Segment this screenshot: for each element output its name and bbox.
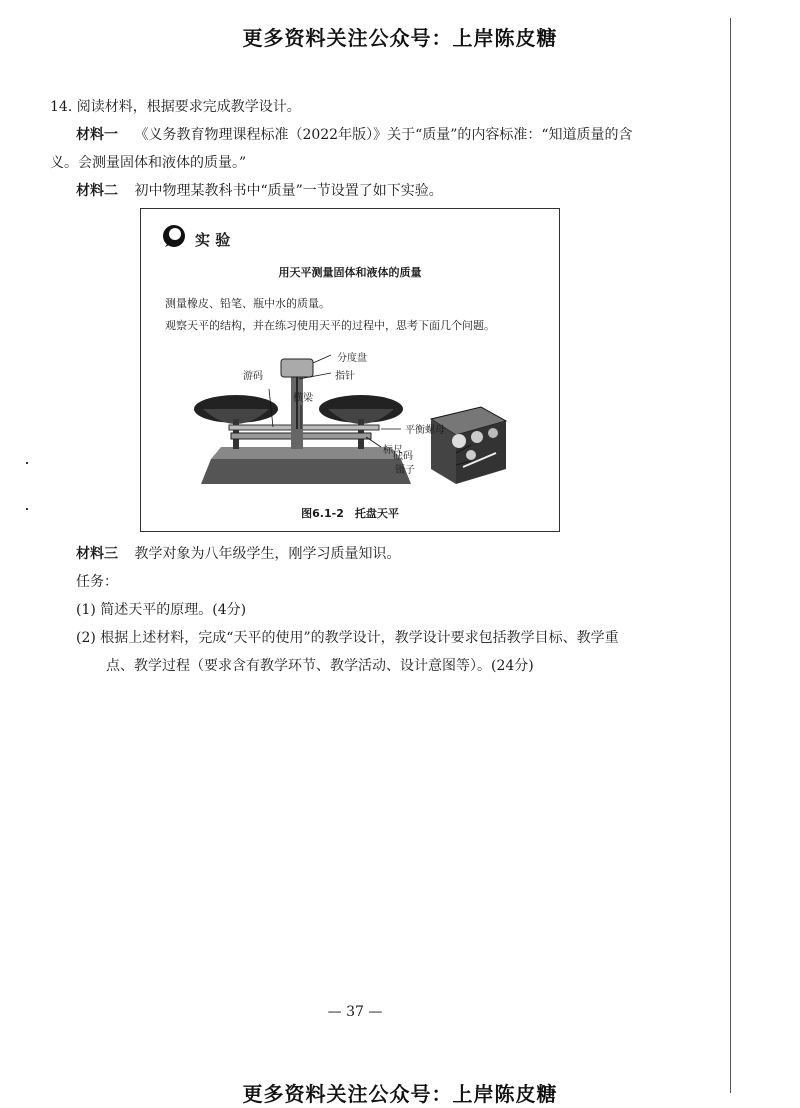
task-2-line1: (2) 根据上述材料，完成“天平的使用”的教学设计，教学设计要求包括教学目标、教学重 — [76, 630, 619, 646]
page-number: — 37 — — [327, 1004, 383, 1020]
material-3-text: 教学对象为八年级学生，刚学习质量知识。 — [134, 546, 401, 562]
material-1-line2: 义。会测量固体和液体的质量。” — [50, 155, 247, 171]
material-3-line — [76, 544, 400, 564]
scan-edge-line — [730, 18, 731, 1093]
material-2-text: 初中物理某教科书中“质量”一节设置了如下实验。 — [134, 183, 443, 199]
experiment-line-1: 测量橡皮、铅笔、瓶中水的质量。 — [165, 297, 330, 310]
material-2-line — [76, 181, 443, 201]
question-intro: 14. 阅读材料，根据要求完成教学设计。 — [50, 99, 301, 115]
label-scale: 标尺 — [383, 445, 403, 456]
task-1: (1) 简述天平的原理。(4分) — [76, 602, 247, 618]
material-1-text: 《义务教育物理课程标准（2022年版）》关于“质量”的内容标准：“知道质量的含 — [134, 127, 633, 143]
material-3-label: 材料三 — [76, 546, 118, 562]
experiment-heading: 用天平测量固体和液体的质量 — [278, 266, 422, 279]
header-banner: 更多资料关注公众号：上岸陈皮糖 — [242, 26, 558, 50]
experiment-icon — [161, 223, 187, 249]
task-label: 任务： — [76, 574, 118, 590]
experiment-box-title: 实 验 — [195, 231, 231, 249]
material-1-label: 材料一 — [76, 127, 118, 143]
label-tweezers: 镊子 — [395, 465, 415, 476]
scan-speck — [26, 462, 28, 464]
label-weights: 砝码 — [393, 451, 413, 462]
experiment-line-2: 观察天平的结构，并在练习使用天平的过程中，思考下面几个问题。 — [165, 319, 495, 332]
label-beam: 横梁 — [293, 393, 313, 404]
label-balance-nut: 平衡螺母 — [405, 425, 445, 436]
material-1-line1 — [76, 125, 633, 145]
experiment-figure — [140, 208, 560, 532]
scan-speck — [26, 508, 28, 510]
footer-banner: 更多资料关注公众号：上岸陈皮糖 — [242, 1082, 558, 1106]
label-dial: 分度盘 — [337, 353, 367, 364]
label-pointer: 指针 — [335, 371, 355, 382]
figure-caption: 图6.1-2 托盘天平 — [301, 507, 399, 520]
label-rider: 游码 — [243, 371, 263, 382]
material-2-label: 材料二 — [76, 183, 118, 199]
task-2-line2: 点、教学过程（要求含有教学环节、教学活动、设计意图等）。(24分) — [106, 658, 534, 674]
